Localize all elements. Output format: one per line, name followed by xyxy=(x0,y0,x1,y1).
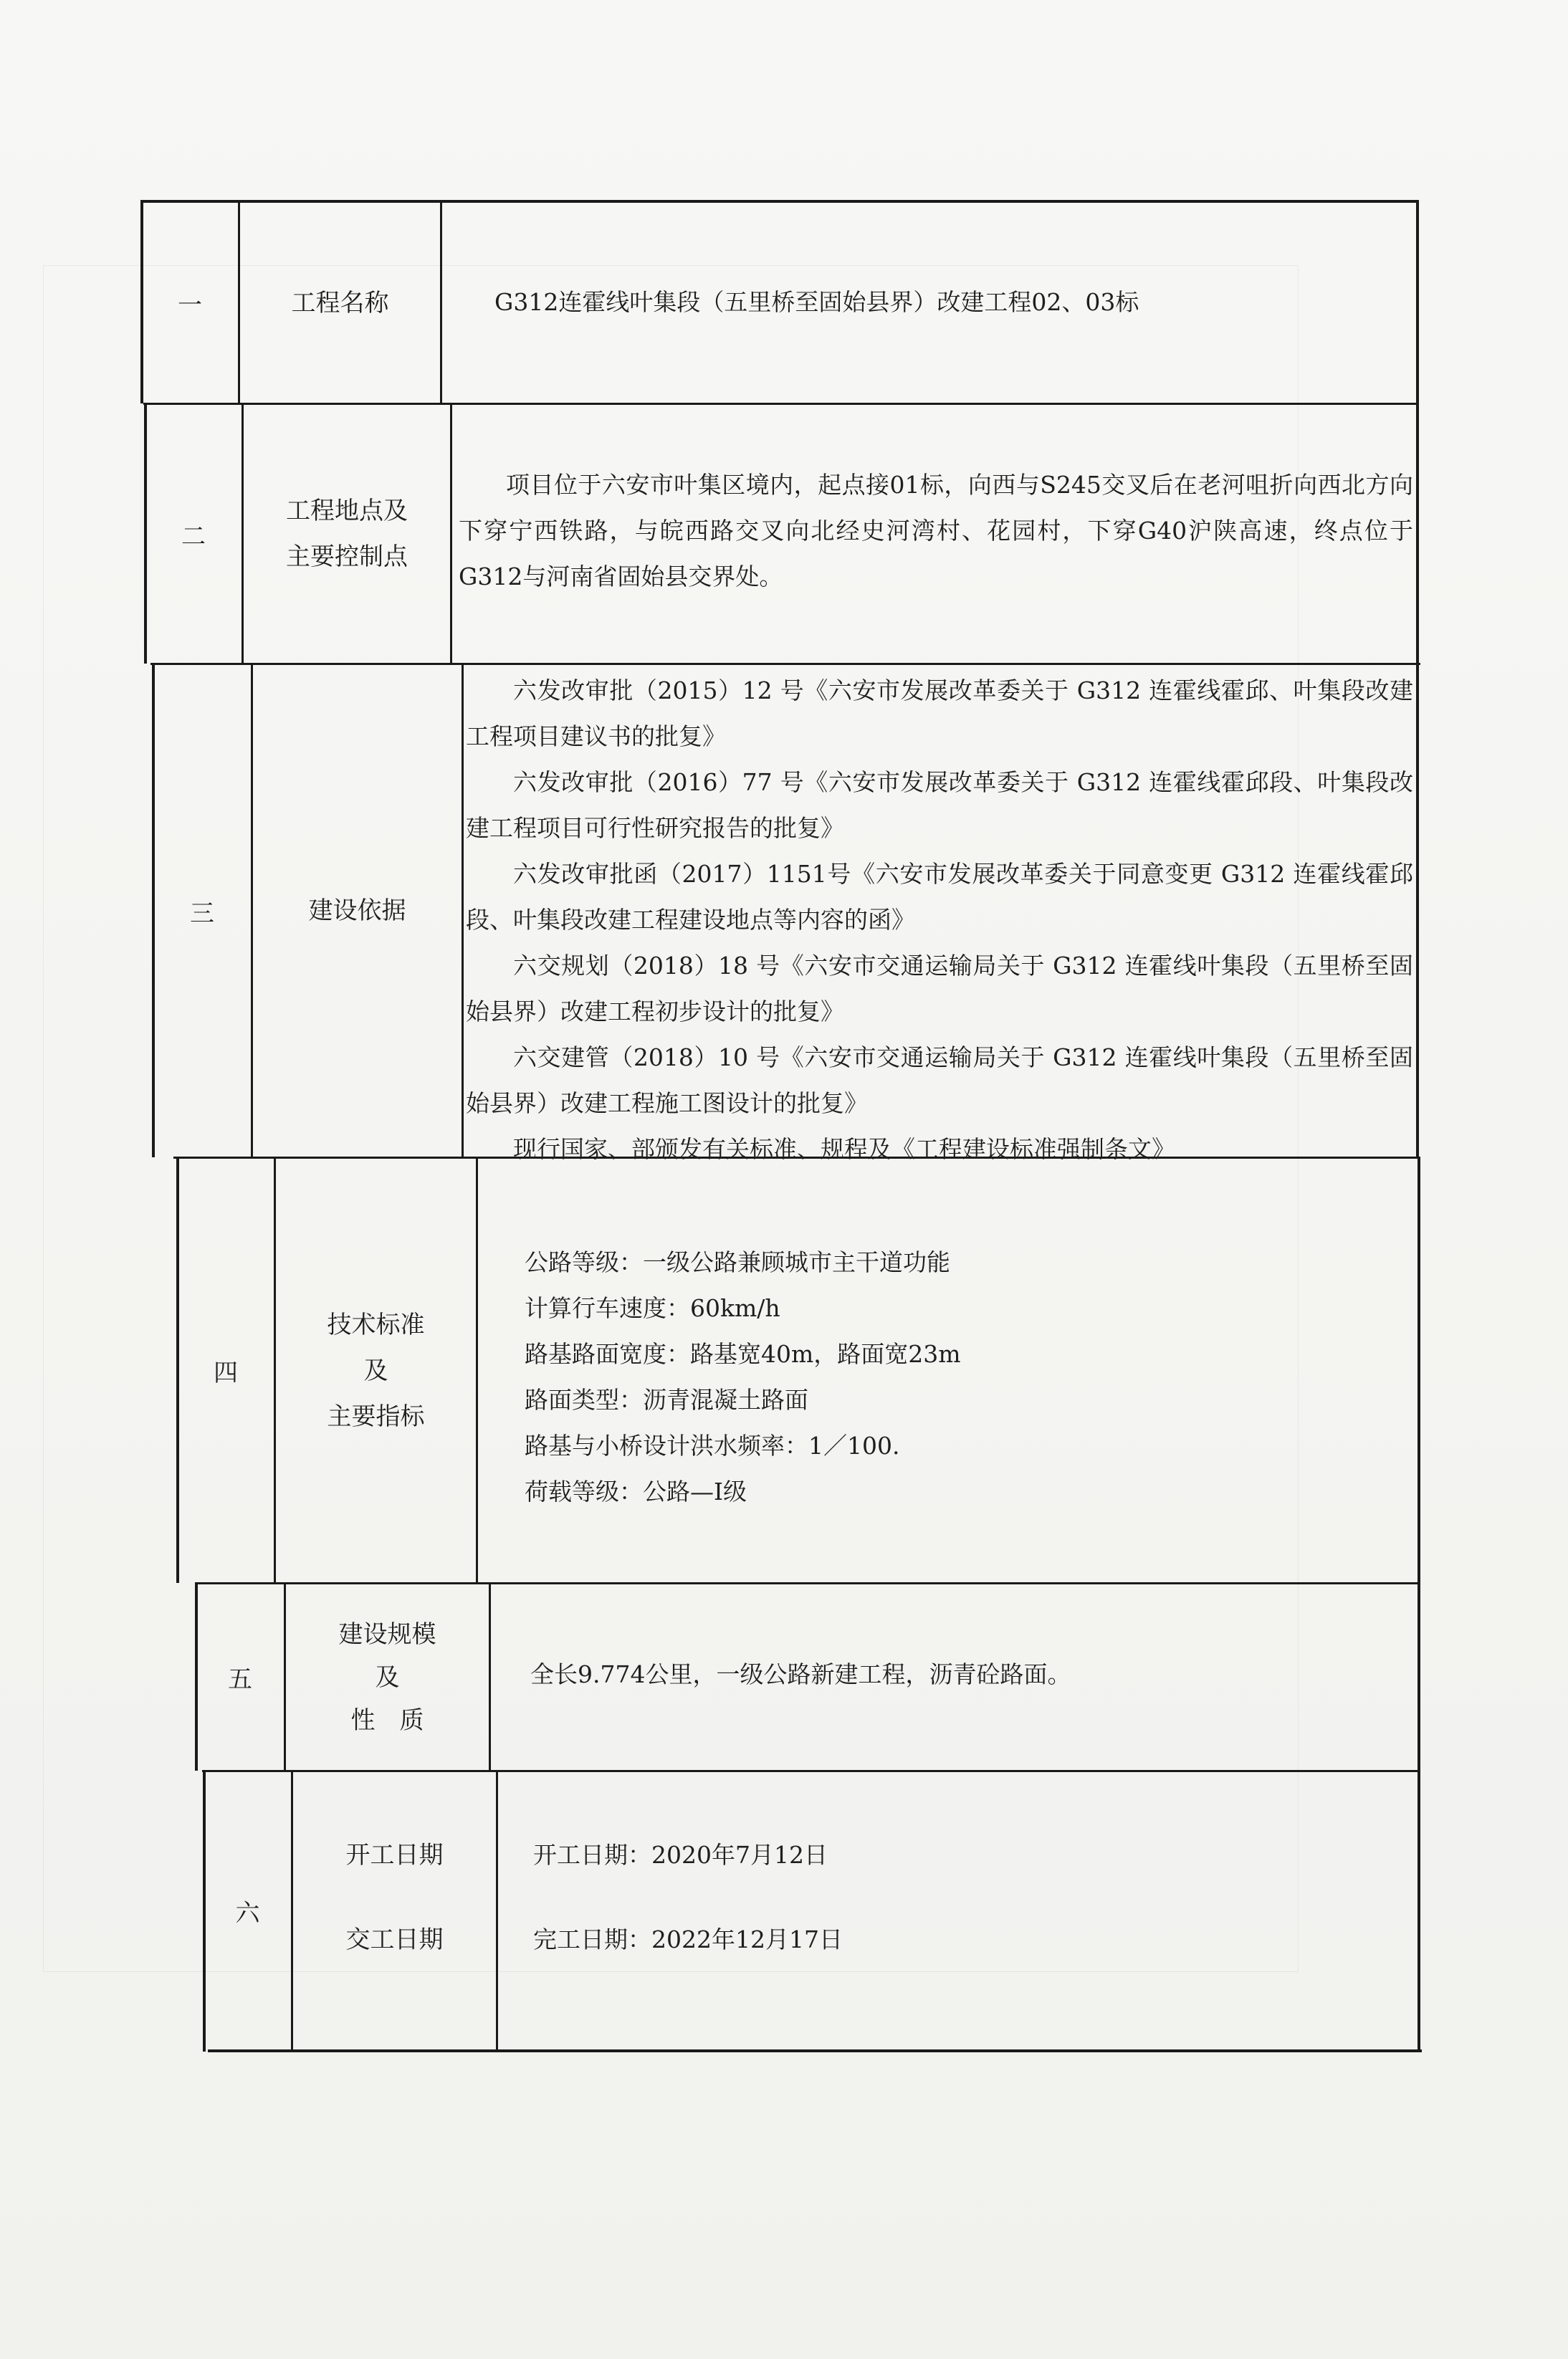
row-label xyxy=(253,665,462,1157)
start-date: 开工日期：2020年7月12日 xyxy=(533,1841,828,1869)
basis-item: 六交规划（2018）18 号《六安市交通运输局关于 G312 连霍线叶集段（五里桥至固始县界）改建工程初步设计的批复》 xyxy=(466,952,1413,1025)
basis-item: 现行国家、部颁发有关标准、规程及《工程建设标准强制条文》 xyxy=(513,1135,1175,1163)
completion-date: 完工日期：2022年12月17日 xyxy=(533,1925,843,1953)
label-line: 主要指标 xyxy=(327,1402,425,1431)
basis-item: 六发改审批函（2017）1151号《六安市发展改革委关于同意变更 G312 连霍线霍邱段、叶集段改建工程建设地点等内容的函》 xyxy=(466,860,1413,934)
spec-item: 路基路面宽度：路基宽40m，路面宽23m xyxy=(525,1340,961,1368)
basis-item: 六发改审批（2016）77 号《六安市发展改革委关于 G312 连霍线霍邱段、叶集段改建工程项目可行性研究报告的批复》 xyxy=(466,768,1413,842)
row-label xyxy=(240,203,440,403)
row-label xyxy=(293,1813,496,1999)
row-label xyxy=(286,1584,489,1770)
label-line: 及 xyxy=(363,1356,388,1385)
label-line: 性 质 xyxy=(350,1705,424,1735)
row-content xyxy=(530,1652,1390,1698)
row-number: 五 xyxy=(228,1665,254,1694)
row-content xyxy=(525,1240,1399,1515)
label-line: 开工日期 xyxy=(345,1841,444,1870)
label-line: 及 xyxy=(375,1662,400,1692)
label-line: 主要控制点 xyxy=(286,542,408,571)
location-paragraph: 项目位于六安市叶集区境内，起点接01标，向西与S245交叉后在老河咀折向西北方向下穿宁西铁路，与皖西路交叉向北经史河湾村、花园村，下穿G40沪陕高速，终点位于G312与河南省固始县交界处。 xyxy=(459,471,1413,590)
label-line: 建设规模 xyxy=(338,1619,436,1649)
spec-item: 公路等级：一级公路兼顾城市主干道功能 xyxy=(525,1248,950,1276)
row-label xyxy=(244,405,450,663)
row-number: 二 xyxy=(181,522,207,551)
spec-item: 路面类型：沥青混凝土路面 xyxy=(525,1386,808,1414)
row-number: 六 xyxy=(235,1899,262,1928)
row-content xyxy=(533,1813,1393,1982)
spec-item: 荷载等级：公路—I级 xyxy=(525,1478,747,1506)
project-name: G312连霍线叶集段（五里桥至固始县界）改建工程02、03标 xyxy=(494,288,1139,316)
label-line: 工程名称 xyxy=(291,288,389,317)
label-line: 建设依据 xyxy=(308,896,406,925)
basis-item: 六交建管（2018）10 号《六安市交通运输局关于 G312 连霍线叶集段（五里桥至固始县界）改建工程施工图设计的批复》 xyxy=(466,1043,1413,1117)
label-line: 技术标准 xyxy=(327,1310,425,1339)
row-number: 三 xyxy=(190,899,216,928)
scale-text: 全长9.774公里，一级公路新建工程，沥青砼路面。 xyxy=(530,1660,1071,1688)
basis-item: 六发改审批（2015）12 号《六安市发展改革委关于 G312 连霍线霍邱、叶集段改建工程项目建议书的批复》 xyxy=(466,676,1413,750)
row-content xyxy=(466,668,1413,1172)
label-line: 交工日期 xyxy=(345,1925,444,1954)
spec-item: 路基与小桥设计洪水频率：1／100. xyxy=(525,1432,900,1460)
row-label xyxy=(276,1159,476,1582)
row-number: 一 xyxy=(178,291,204,320)
row-number: 四 xyxy=(214,1359,239,1387)
label-line: 工程地点及 xyxy=(286,497,408,525)
spec-item: 计算行车速度：60km/h xyxy=(525,1294,780,1322)
row-content xyxy=(494,279,1397,325)
row-content xyxy=(459,462,1413,600)
